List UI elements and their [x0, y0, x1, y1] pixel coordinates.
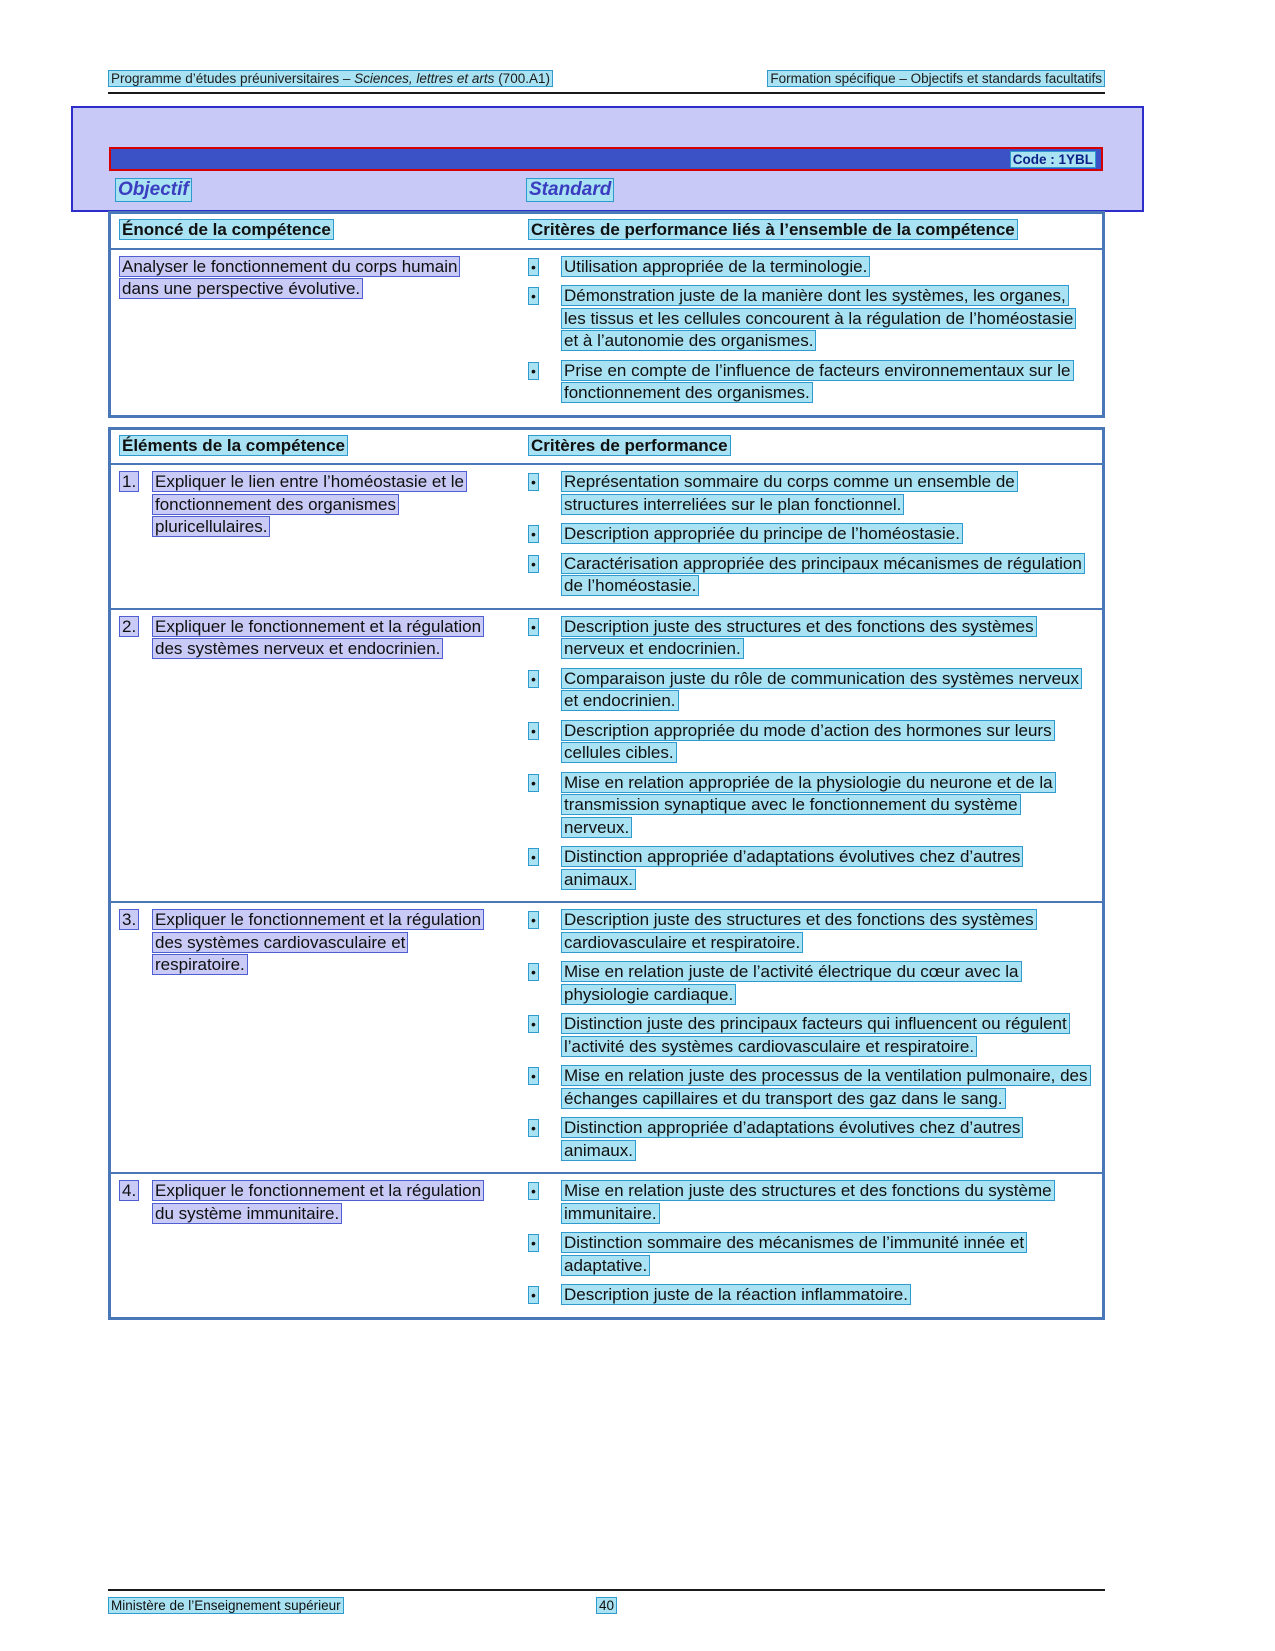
- critere-text: [561, 1284, 1090, 1307]
- performance-header-text: Critères de performance: [528, 435, 731, 456]
- critere-text: [561, 1013, 1090, 1058]
- bullet-icon: [528, 471, 561, 494]
- competence-table-header-row: [111, 214, 1102, 250]
- header-right-text: Formation spécifique – Objectifs et standards facultatifs: [767, 70, 1105, 87]
- header-left: [108, 70, 553, 87]
- page-footer: [108, 1589, 1105, 1614]
- element-number: [119, 1180, 152, 1225]
- critere-item: [528, 471, 1090, 516]
- highlighted-text: Mise en relation juste de l’activité électrique du cœur avec la physiologie cardiaque.: [561, 961, 1022, 1005]
- highlighted-text: Distinction juste des principaux facteurs qui influencent ou régulent l’activité des systèmes cardiovasculaire et respiratoire.: [561, 1013, 1070, 1057]
- highlighted-text: Description appropriée du principe de l’homéostasie.: [561, 523, 963, 544]
- criteres-list: [528, 616, 1102, 892]
- footer-ministry: Ministère de l’Enseignement supérieur: [108, 1597, 344, 1614]
- footer-page-number-wrap: [108, 1597, 1105, 1614]
- element-row: [111, 1172, 1102, 1317]
- bullet-glyph: •: [528, 362, 539, 380]
- critere-text: [561, 360, 1090, 405]
- enonce-cell: [111, 256, 528, 301]
- element-text-content: Expliquer le fonctionnement et la régulation des systèmes nerveux et endocrinien.: [152, 616, 484, 660]
- bullet-glyph: •: [528, 555, 539, 573]
- element-text: [152, 616, 498, 661]
- critere-item: [528, 523, 1090, 546]
- element-cell: [111, 1180, 528, 1225]
- highlighted-text: Mise en relation appropriée de la physiologie du neurone et de la transmission synaptique avec le fonctionnement du système nerveux.: [561, 772, 1056, 838]
- bullet-glyph: •: [528, 774, 539, 792]
- bullet-glyph: •: [528, 1182, 539, 1200]
- element-number-text: 4.: [119, 1180, 139, 1201]
- elements-header-text: Éléments de la compétence: [119, 435, 348, 456]
- header-right: [767, 70, 1105, 87]
- performance-header: [528, 435, 1102, 458]
- highlighted-text: Prise en compte de l’influence de facteurs environnementaux sur le fonctionnement des organismes.: [561, 360, 1074, 404]
- critere-item: [528, 1065, 1090, 1110]
- enonce-text: Analyser le fonctionnement du corps humain dans une perspective évolutive.: [119, 256, 460, 300]
- highlighted-text: Description juste de la réaction inflammatoire.: [561, 1284, 911, 1305]
- element-row: [111, 465, 1102, 608]
- bullet-glyph: •: [528, 1119, 539, 1137]
- critere-text: [561, 1117, 1090, 1162]
- element-text: [152, 471, 498, 539]
- element-number: [119, 471, 152, 539]
- element-number: [119, 616, 152, 661]
- critere-item: [528, 553, 1090, 598]
- bullet-icon: [528, 1117, 561, 1140]
- critere-text: [561, 720, 1090, 765]
- critere-text: [561, 523, 1090, 546]
- enonce-header: [111, 219, 528, 242]
- highlighted-text: Caractérisation appropriée des principaux mécanismes de régulation de l’homéostasie.: [561, 553, 1085, 597]
- bullet-icon: [528, 909, 561, 932]
- highlighted-text: Représentation sommaire du corps comme un ensemble de structures interreliées sur le plan fonctionnel.: [561, 471, 1018, 515]
- bullet-icon: [528, 961, 561, 984]
- bullet-icon: [528, 360, 561, 383]
- critere-item: [528, 772, 1090, 840]
- element-text-content: Expliquer le fonctionnement et la régulation du système immunitaire.: [152, 1180, 484, 1224]
- bullet-glyph: •: [528, 911, 539, 929]
- banner-headings: [109, 176, 1103, 206]
- critere-text: [561, 1232, 1090, 1277]
- highlighted-text: Mise en relation juste des processus de la ventilation pulmonaire, des échanges capillaires et du transport des gaz dans le sang.: [561, 1065, 1091, 1109]
- elements-table: [108, 427, 1105, 1320]
- bullet-icon: [528, 668, 561, 691]
- highlighted-text: Mise en relation juste des structures et des fonctions du système immunitaire.: [561, 1180, 1055, 1224]
- code-label: Code : 1YBL: [1010, 151, 1096, 168]
- element-number-text: 3.: [119, 909, 139, 930]
- element-number-text: 1.: [119, 471, 139, 492]
- critere-text: [561, 471, 1090, 516]
- highlighted-text: Utilisation appropriée de la terminologie.: [561, 256, 870, 277]
- bullet-glyph: •: [528, 1067, 539, 1085]
- critere-item: [528, 256, 1090, 279]
- bullet-glyph: •: [528, 258, 539, 276]
- tables-area: [108, 211, 1105, 1320]
- bullet-glyph: •: [528, 1286, 539, 1304]
- critere-text: [561, 256, 1090, 279]
- highlighted-text: Démonstration juste de la manière dont les systèmes, les organes, les tissus et les cellules concourent à la régulation de l’homéostasie et à l’autonomie des organismes.: [561, 285, 1076, 351]
- highlighted-text: Distinction sommaire des mécanismes de l’immunité innée et adaptative.: [561, 1232, 1027, 1276]
- bullet-icon: [528, 523, 561, 546]
- critere-item: [528, 1232, 1090, 1277]
- bullet-icon: [528, 1013, 561, 1036]
- bullet-icon: [528, 772, 561, 795]
- bullet-glyph: •: [528, 848, 539, 866]
- critere-item: [528, 720, 1090, 765]
- critere-text: [561, 1180, 1090, 1225]
- critere-item: [528, 668, 1090, 713]
- critere-text: [561, 553, 1090, 598]
- highlighted-text: Distinction appropriée d’adaptations évolutives chez d’autres animaux.: [561, 1117, 1023, 1161]
- bullet-icon: [528, 616, 561, 639]
- bullet-glyph: •: [528, 670, 539, 688]
- competence-table: [108, 211, 1105, 418]
- element-cell: [111, 471, 528, 539]
- code-bar: [109, 147, 1103, 171]
- criteres-list: [528, 1180, 1102, 1307]
- element-number-text: 2.: [119, 616, 139, 637]
- critere-text: [561, 846, 1090, 891]
- bullet-icon: [528, 285, 561, 308]
- header-left-program-name: Sciences, lettres et arts: [354, 71, 495, 86]
- element-cell: [111, 909, 528, 977]
- elements-table-header-row: [111, 430, 1102, 466]
- bullet-glyph: •: [528, 963, 539, 981]
- criteres-list: [528, 471, 1102, 598]
- critere-item: [528, 1284, 1090, 1307]
- element-text-content: Expliquer le fonctionnement et la régulation des systèmes cardiovasculaire et respiratoire.: [152, 909, 484, 975]
- highlighted-text: Description appropriée du mode d’action des hormones sur leurs cellules cibles.: [561, 720, 1055, 764]
- bullet-icon: [528, 1284, 561, 1307]
- critere-item: [528, 909, 1090, 954]
- bullet-glyph: •: [528, 287, 539, 305]
- critere-item: [528, 285, 1090, 353]
- header-left-code: (700.A1): [494, 71, 550, 86]
- criteres-list: [528, 909, 1102, 1162]
- element-text-content: Expliquer le lien entre l’homéostasie et le fonctionnement des organismes pluricellulaires.: [152, 471, 467, 537]
- bullet-icon: [528, 846, 561, 869]
- bullet-glyph: •: [528, 618, 539, 636]
- enonce-header-text: Énoncé de la compétence: [119, 219, 334, 240]
- critere-text: [561, 961, 1090, 1006]
- elements-header: [111, 435, 528, 458]
- critere-item: [528, 1117, 1090, 1162]
- competence-row: [111, 250, 1102, 415]
- bullet-glyph: •: [528, 1234, 539, 1252]
- footer-page-number: 40: [596, 1597, 617, 1614]
- highlighted-text: Comparaison juste du rôle de communication des systèmes nerveux et endocrinien.: [561, 668, 1082, 712]
- bullet-glyph: •: [528, 1015, 539, 1033]
- highlighted-text: Distinction appropriée d’adaptations évolutives chez d’autres animaux.: [561, 846, 1023, 890]
- highlighted-text: Description juste des structures et des fonctions des systèmes cardiovasculaire et respiratoire.: [561, 909, 1037, 953]
- critere-text: [561, 668, 1090, 713]
- bullet-icon: [528, 1180, 561, 1203]
- bullet-glyph: •: [528, 473, 539, 491]
- bullet-icon: [528, 720, 561, 743]
- standard-heading: Standard: [526, 178, 614, 202]
- critere-item: [528, 1013, 1090, 1058]
- criteres-ensemble-list: [528, 256, 1102, 405]
- element-number: [119, 909, 152, 977]
- objective-banner: [71, 106, 1144, 212]
- bullet-glyph: •: [528, 525, 539, 543]
- element-row: [111, 608, 1102, 902]
- bullet-icon: [528, 553, 561, 576]
- critere-item: [528, 1180, 1090, 1225]
- bullet-icon: [528, 1065, 561, 1088]
- criteres-ensemble-header: [528, 219, 1102, 242]
- page-header: [108, 70, 1105, 94]
- critere-text: [561, 772, 1090, 840]
- element-row: [111, 901, 1102, 1172]
- critere-text: [561, 909, 1090, 954]
- critere-item: [528, 360, 1090, 405]
- element-text: [152, 909, 498, 977]
- highlighted-text: Description juste des structures et des fonctions des systèmes nerveux et endocrinien.: [561, 616, 1037, 660]
- critere-item: [528, 846, 1090, 891]
- header-left-prefix: Programme d’études préuniversitaires –: [111, 71, 355, 86]
- critere-text: [561, 285, 1090, 353]
- bullet-icon: [528, 256, 561, 279]
- elements-rows: [111, 465, 1102, 1317]
- bullet-glyph: •: [528, 722, 539, 740]
- critere-item: [528, 961, 1090, 1006]
- objectif-heading: Objectif: [115, 178, 192, 202]
- critere-item: [528, 616, 1090, 661]
- element-cell: [111, 616, 528, 661]
- critere-text: [561, 1065, 1090, 1110]
- header-left-text: [108, 70, 553, 87]
- bullet-icon: [528, 1232, 561, 1255]
- criteres-ensemble-header-text: Critères de performance liés à l’ensemble de la compétence: [528, 219, 1018, 240]
- element-text: [152, 1180, 498, 1225]
- critere-text: [561, 616, 1090, 661]
